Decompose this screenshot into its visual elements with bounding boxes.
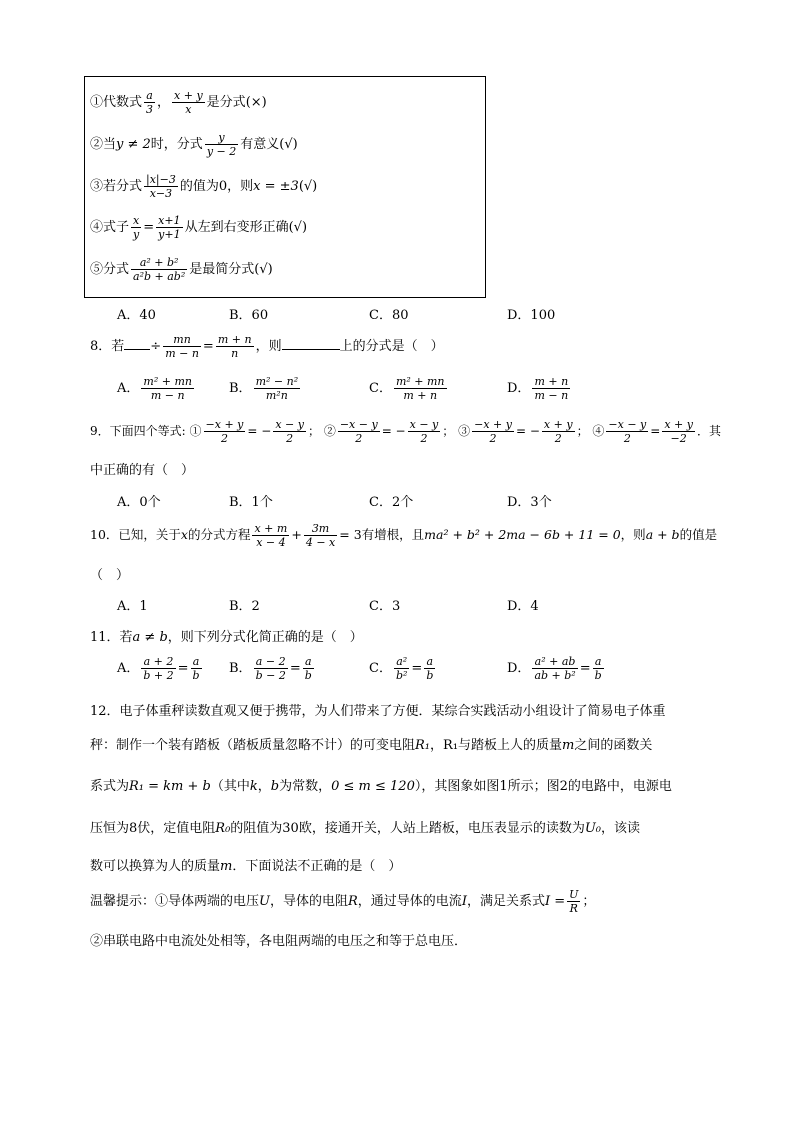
- judgement-mark: (×): [245, 95, 267, 110]
- question-12-line-1: 12．电子体重秤读数直观又便于携带，为人们带来了方便．某综合实践活动小组设计了简易电子体重: [90, 704, 666, 719]
- hint-line-1: 温馨提示：①导体两端的电压U，导体的电阻R，通过导体的电流I，满足关系式I = $\frac{U}{R}$ ；: [90, 888, 596, 915]
- q10-option-a[interactable]: A．1: [117, 599, 148, 614]
- fraction: $\frac{|x|-3}{x-3}$: [146, 173, 176, 200]
- question-12-line-4: 压恒为8伏，定值电阻R₀的阻值为30欧，接通开关，人站上踏板，电压表显示的读数为U₀，该读: [90, 821, 641, 836]
- fraction: $\frac{y}{y - 2}$: [206, 131, 237, 158]
- statement-3: ③若分式 $\frac{|x|-3}{x-3}$ 的值为0，则x = ±3(√): [90, 173, 318, 200]
- q7-option-a[interactable]: A．40: [117, 308, 156, 323]
- q11-option-c[interactable]: C． $\frac{\text{a²}}{\text{b²}}$ = $\frac{a}{b}$: [369, 655, 434, 682]
- question-12-line-3: 系式为R₁ = km + b（其中k，b为常数，0 ≤ m ≤ 120），其图象如图1所示；图2的电路中，电源电: [90, 779, 672, 794]
- q7-option-d[interactable]: D．100: [507, 308, 556, 323]
- statement-5: ⑤分式 $\frac{\text{a² + b²}}{\text{a²b + ab²}}$ 是最简分式(√): [90, 256, 273, 283]
- statement-2: ②当y ≠ 2时，分式 $\frac{y}{y - 2}$ 有意义(√): [90, 131, 298, 158]
- question-12-line-2: 秤：制作一个装有踏板（踏板质量忽略不计）的可变电阻R₁，R₁与踏板上人的质量m之间的函数关: [90, 738, 653, 753]
- hint-line-2: ②串联电路中电流处处相等，各电阻两端的电压之和等于总电压．: [90, 934, 468, 949]
- judgement-mark: (√): [288, 220, 308, 235]
- question-8: 8．若 ÷ $\frac{mn}{m - n}$ = $\frac{m + n}{n}$ ，则 上的分式是（ ）: [90, 333, 444, 360]
- answer-blank[interactable]: [282, 349, 340, 350]
- fraction: $\frac{a}{3}$: [146, 89, 154, 116]
- q7-option-b[interactable]: B．60: [229, 308, 269, 323]
- question-9: 9．下面四个等式: ① $\frac{-x + y}{2}$ = − $\frac{x - y}{2}$ ； ② $\frac{-x - y}{2}$ = − $\frac{x - y}{2}$ ； ③ $\frac{-x + y}{2}$ = − $\frac{x + y}{2}$ ； ④ $\frac{-x - y}{2}$ = $\frac{x + y}{-2}$ ．其: [90, 418, 721, 445]
- question-10-line-2: （ ）: [90, 568, 130, 583]
- q7-option-c[interactable]: C．80: [369, 308, 409, 323]
- fraction: $\frac{mn}{m - n}$: [165, 333, 199, 360]
- fraction: $\frac{x}{y}$: [133, 214, 140, 241]
- q11-option-d[interactable]: D． $\frac{\text{a² + ab}}{\text{ab + b²}}$ = $\frac{a}{b}$: [507, 655, 602, 682]
- question-11: 11．若a ≠ b，则下列分式化简正确的是（ ）: [90, 630, 363, 645]
- question-12-line-5: 数可以换算为人的质量m．下面说法不正确的是（ ）: [90, 859, 402, 874]
- q8-option-b[interactable]: B． $\frac{\text{m² − n²}}{\text{m²n}}$: [229, 375, 299, 402]
- answer-blank[interactable]: [124, 349, 150, 350]
- q8-option-d[interactable]: D． $\frac{m + n}{m - n}$: [507, 375, 569, 402]
- fraction: $\frac{x+1}{y+1}$: [158, 214, 181, 241]
- fraction: $\frac{\text{a² + b²}}{\text{a²b + ab²}}$: [133, 256, 186, 283]
- question-9-line-2: 中正确的有（ ）: [90, 463, 195, 478]
- statement-1: ①代数式 $\frac{a}{3}$ ， $\frac{x + y}{x}$ 是分式(×): [90, 89, 267, 116]
- judgement-mark: (√): [298, 179, 318, 194]
- judgement-mark: (√): [254, 262, 273, 277]
- q10-option-b[interactable]: B．2: [229, 599, 260, 614]
- q9-option-d[interactable]: D．3个: [507, 495, 552, 510]
- q10-option-c[interactable]: C．3: [369, 599, 401, 614]
- q8-option-c[interactable]: C． $\frac{\text{m² + mn}}{m + n}$: [369, 375, 445, 402]
- judgement-mark: (√): [279, 137, 298, 152]
- q8-option-a[interactable]: A． $\frac{\text{m² + mn}}{m - n}$: [117, 375, 192, 402]
- q9-option-c[interactable]: C．2个: [369, 495, 414, 510]
- statement-4: ④式子 $\frac{x}{y}$ = $\frac{x+1}{y+1}$ 从左到右变形正确(√): [90, 214, 308, 241]
- fraction: $\frac{x + y}{x}$: [174, 89, 203, 116]
- q11-option-a[interactable]: A． $\frac{a + 2}{b + 2}$ = $\frac{a}{b}$: [117, 655, 200, 682]
- q9-option-a[interactable]: A．0个: [117, 495, 161, 510]
- q11-option-b[interactable]: B． $\frac{a - 2}{b - 2}$ = $\frac{a}{b}$: [229, 655, 312, 682]
- q10-option-d[interactable]: D．4: [507, 599, 539, 614]
- fraction: $\frac{m + n}{n}$: [217, 333, 252, 360]
- question-10: 10．已知，关于x的分式方程 $\frac{x + m}{x - 4}$ + $\frac{3m}{4 - x}$ = 3有增根，且ma² + b² + 2ma − 6b + 11 = 0，则a + b的值是: [90, 522, 718, 549]
- q9-option-b[interactable]: B．1个: [229, 495, 273, 510]
